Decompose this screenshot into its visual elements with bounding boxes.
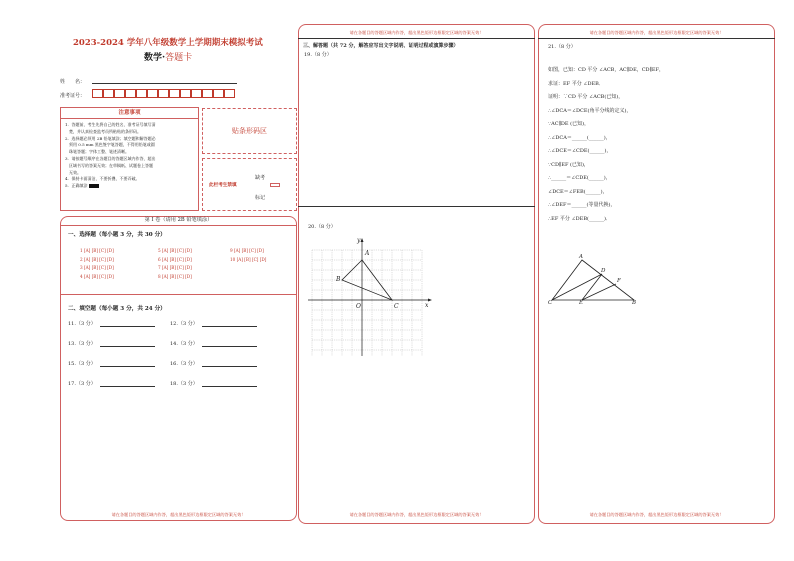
section3-title: 三、解答题（共 72 分，解答应写出文字说明、证明过程或演算步骤） xyxy=(303,43,459,49)
mid-top-rule xyxy=(298,38,535,39)
absent-checkbox[interactable] xyxy=(270,183,280,187)
notice-text: 1．答题前，考生先将自己的姓名，准考证号填写清 楚，并认真检查监考员所粘贴的条形码。 2．选择题必须用 2B 铅笔填涂；填空题和解答题必 须用 0.5 mm 黑色签字笔答题，不得用铅笔或圆 珠笔答题；字体工整、笔迹清晰。 3．请按题号顺序在各题目的答题区域内作答，超出 区域书写的答案无效；在草稿纸、试题卷上答题 无效。 4．保持卡面清洁，不要折叠、不要弄破。 5．正确填涂 xyxy=(65,122,156,189)
warning-mid-bottom: 请在各题目的答题区域内作答，超出黑色矩形边框限定区域的答案无效！ xyxy=(349,512,484,517)
fill-sample-mark xyxy=(89,184,99,188)
fig-label-f: F xyxy=(617,278,621,284)
q20-label: 20.（8 分） xyxy=(308,224,336,230)
absent-top-label: 缺考 xyxy=(255,175,266,181)
absent-forbid-label: 此栏考生禁填 xyxy=(209,183,237,188)
fig-label-e: E xyxy=(579,300,584,306)
coordinate-grid xyxy=(306,236,436,358)
q21-proof: 如图，已知：CD 平分 ∠ACB，AC∥DE，CD∥EF， 求证：EF 平分 ∠DEB． 证明：∵CD 平分 ∠ACB(已知)， ∴∠DCA＝∠DCE(角平分线的定义)， ∵AC∥DE (已知)， ∴∠DCA＝______(______)， ∴∠DCE＝∠CDE(______)， ∵CD∥EF (已知)， ∴______＝∠CDE(______)， ∠DCE＝∠FEB(______)， ∴∠DEF＝______(等量代换)， ∴EF 平分 ∠DEB(______)． xyxy=(548,67,664,222)
mc-col3[interactable]: 9 [A] [B] [C] [D] 10 [A] [B] [C] [D] xyxy=(230,248,267,262)
q21-label: 21.（8 分） xyxy=(548,44,576,50)
q19-divider xyxy=(298,206,535,207)
q19-label: 19.（8 分） xyxy=(304,52,332,58)
barcode-area xyxy=(202,108,297,154)
notice-box xyxy=(60,107,199,211)
warning-left: 请在各题目的答题区域内作答，超出黑色矩形边框限定区域的答案无效！ xyxy=(111,512,246,517)
q21-figure xyxy=(546,254,646,310)
fill-18[interactable]: 18.（3 分） xyxy=(170,380,257,387)
absent-bottom-label: 标记 xyxy=(255,195,266,201)
fill-17[interactable]: 17.（3 分） xyxy=(68,380,155,387)
choice-title: 一、选择题（每小题 3 分，共 30 分） xyxy=(68,232,166,238)
fill-16[interactable]: 16.（3 分） xyxy=(170,360,257,367)
fill-11[interactable]: 11.（3 分） xyxy=(68,320,155,327)
fill-12[interactable]: 12.（3 分） xyxy=(170,320,257,327)
x-axis-label: x xyxy=(425,302,429,309)
section1-header: 第 Ⅰ 卷（请用 2B 铅笔填涂） xyxy=(60,216,297,226)
warning-mid-top: 请在各题目的答题区域内作答，超出黑色矩形边框限定区域的答案无效！ xyxy=(349,30,484,35)
fig-label-b: B xyxy=(632,300,637,306)
warning-right-bottom: 请在各题目的答题区域内作答，超出黑色矩形边框限定区域的答案无效！ xyxy=(589,512,724,517)
fig-label-c: C xyxy=(548,300,553,306)
origin-label: O xyxy=(356,303,361,310)
fill-title: 二、填空题（每小题 3 分，共 24 分） xyxy=(68,306,166,312)
fig-label-d: D xyxy=(601,268,606,274)
point-c-label: C xyxy=(394,303,399,310)
notice-title: 注意事项 xyxy=(61,108,198,119)
mc-col2[interactable]: 5 [A] [B] [C] [D] 6 [A] [B] [C] [D] 7 [A] [B] [C] [D] 8 [A] [B] [C] [D] xyxy=(158,248,192,279)
point-a-label: A xyxy=(365,250,370,257)
point-b-label: B xyxy=(336,276,341,283)
right-top-rule xyxy=(538,38,775,39)
barcode-label: 贴条形码区 xyxy=(232,127,267,135)
id-label: 准考证号： xyxy=(60,93,86,99)
fill-15[interactable]: 15.（3 分） xyxy=(68,360,155,367)
fig-label-a: A xyxy=(579,254,583,260)
mc-col1[interactable]: 1 [A] [B] [C] [D] 2 [A] [B] [C] [D] 3 [A] [B] [C] [D] 4 [A] [B] [C] [D] xyxy=(80,248,114,279)
y-axis-label: y xyxy=(357,237,361,244)
name-line[interactable] xyxy=(92,83,237,84)
name-label: 姓 名： xyxy=(60,79,86,85)
fill-13[interactable]: 13.（3 分） xyxy=(68,340,155,347)
section-divider xyxy=(60,294,297,295)
warning-right-top: 请在各题目的答题区域内作答，超出黑色矩形边框限定区域的答案无效！ xyxy=(589,30,724,35)
subject-title: 数学·答题卡 xyxy=(144,53,193,63)
id-boxes[interactable] xyxy=(92,89,235,98)
fill-14[interactable]: 14.（3 分） xyxy=(170,340,257,347)
exam-title: 2023-2024 学年八年级数学上学期期末模拟考试 xyxy=(73,38,263,48)
